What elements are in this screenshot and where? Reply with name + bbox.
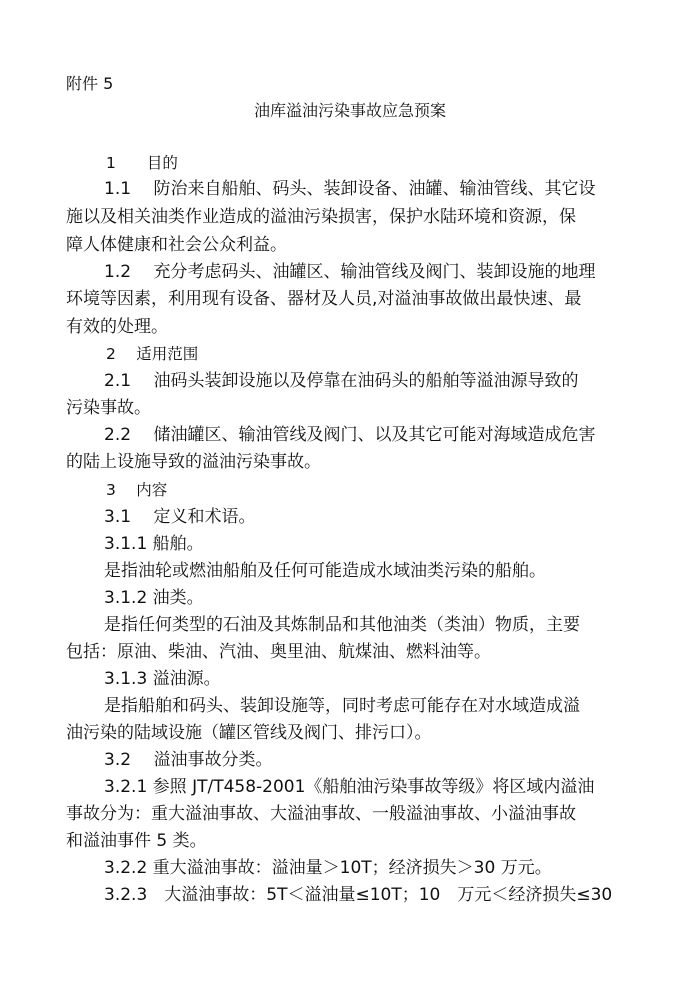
section-heading: 1 目的: [106, 154, 178, 172]
paragraph-line: 障人体健康和社会公众利益。: [66, 235, 287, 255]
paragraph-line: 2.1 油码头装卸设施以及停靠在油码头的船舶等溢油源导致的: [104, 371, 579, 391]
paragraph-line: 是指任何类型的石油及其炼制品和其他油类（类油）物质，主要: [104, 615, 580, 635]
subsection-heading: 3.1 定义和术语。: [104, 507, 256, 527]
document-title: 油库溢油污染事故应急预案: [253, 101, 446, 120]
paragraph-line: 的陆上设施导致的溢油污染事故。: [66, 452, 321, 472]
paragraph-line: 有效的处理。: [66, 317, 168, 337]
subsection-heading: 3.2 溢油事故分类。: [104, 750, 273, 770]
attachment-label: 附件 5: [66, 74, 114, 93]
paragraph-line: 环境等因素，利用现有设备、器材及人员,对溢油事故做出最快速、最: [66, 289, 582, 309]
paragraph-line: 3.2.1 参照 JT/T458-2001《船舶油污染事故等级》将区域内溢油: [104, 777, 595, 797]
paragraph-line: 1.2 充分考虑码头、油罐区、输油管线及阀门、装卸设施的地理: [104, 262, 596, 282]
paragraph-line: 是指油轮或燃油船舶及任何可能造成水域油类污染的船舶。: [104, 561, 546, 581]
subsection-heading: 3.1.3 溢油源。: [104, 669, 221, 689]
paragraph-line: 污染事故。: [66, 398, 151, 418]
paragraph-line: 2.2 储油罐区、输油管线及阀门、以及其它可能对海域造成危害: [104, 425, 596, 445]
paragraph-line: 3.2.3 大溢油事故：5T＜溢油量≤10T；10 万元＜经济损失≤30: [104, 885, 613, 905]
paragraph-line: 1.1 防治来自船舶、码头、装卸设备、油罐、输油管线、其它设: [104, 179, 596, 199]
paragraph-line: 包括：原油、柴油、汽油、奥里油、航煤油、燃料油等。: [66, 642, 491, 662]
paragraph-line: 是指船舶和码头、装卸设施等，同时考虑可能存在对水域造成溢: [104, 696, 580, 716]
subsection-heading: 3.1.2 油类。: [104, 588, 204, 608]
paragraph-line: 和溢油事件 5 类。: [66, 831, 207, 851]
paragraph-line: 施以及相关油类作业造成的溢油污染损害，保护水陆环境和资源，保: [66, 207, 576, 227]
section-heading: 3 内容: [106, 481, 168, 499]
paragraph-line: 事故分为：重大溢油事故、大溢油事故、一般溢油事故、小溢油事故: [66, 804, 576, 824]
paragraph-line: 油污染的陆域设施（罐区管线及阀门、排污口）。: [66, 723, 432, 743]
paragraph-line: 3.2.2 重大溢油事故：溢油量＞10T；经济损失＞30 万元。: [104, 858, 552, 878]
subsection-heading: 3.1.1 船舶。: [104, 534, 204, 554]
section-heading: 2 适用范围: [106, 345, 199, 363]
